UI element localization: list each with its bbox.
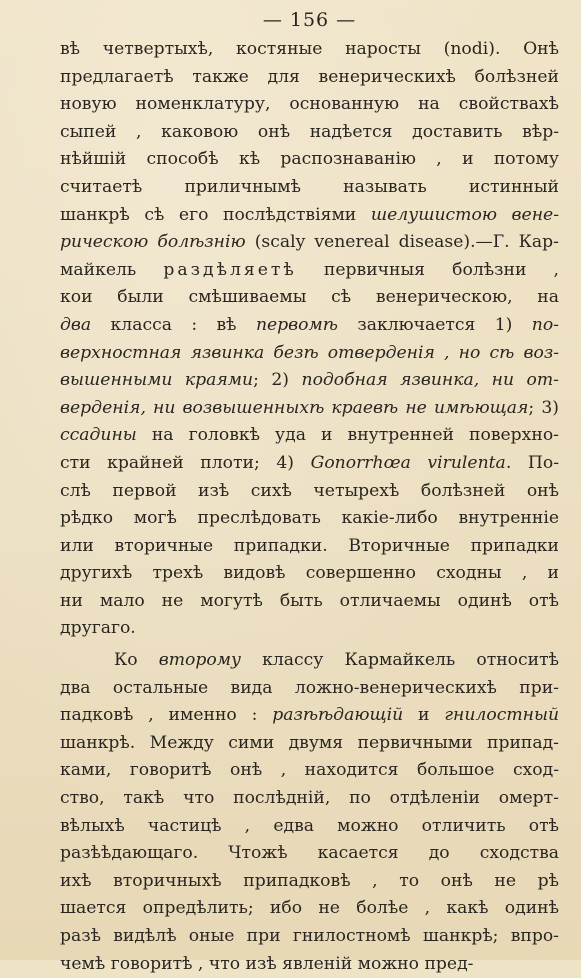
text-segment: сти крайней плоти; 4) <box>60 452 311 473</box>
text-segment: ; 3) <box>528 397 559 418</box>
body-text <box>60 36 559 978</box>
text-segment: ихѣ вторичныхѣ припадковѣ , то онѣ не рѣ <box>60 870 559 891</box>
text-line <box>60 533 559 561</box>
text-line <box>60 257 559 285</box>
text-line <box>60 229 559 257</box>
text-line <box>60 174 559 202</box>
text-segment: шанкрѣ. Между сими двумя первичными припад- <box>60 732 559 753</box>
text-line <box>60 64 559 92</box>
text-line <box>60 340 559 368</box>
text-line <box>60 647 559 675</box>
italic-text: два <box>60 314 92 335</box>
text-segment: . По- <box>505 452 559 473</box>
text-segment: или вторичные припадки. Вторичные припадки <box>60 535 559 556</box>
text-segment: нѣйшій способѣ кѣ распознаванію , и потому <box>60 149 559 170</box>
text-segment: и <box>403 705 445 726</box>
text-segment: на головкѣ уда и внутренней поверхно- <box>136 425 559 446</box>
text-segment: вѣлыхѣ частицѣ , едва можно отличить отѣ <box>60 815 559 836</box>
text-line <box>60 757 559 785</box>
text-line <box>60 560 559 588</box>
text-line <box>60 868 559 896</box>
italic-text: разѣѣдающій <box>272 705 404 726</box>
text-segment: новую номенклатуру, основанную на свойствахѣ <box>60 94 559 115</box>
text-segment: шается опредѣлить; ибо не болѣе , какѣ одинѣ <box>60 898 559 919</box>
text-segment: шанкрѣ сѣ его послѣдствіями <box>60 204 371 225</box>
page-number: — 156 — <box>262 9 357 31</box>
italic-text: по- <box>531 314 559 335</box>
text-segment: первичныя болѣзни , <box>296 259 559 280</box>
italic-text: второму <box>158 650 241 671</box>
text-line <box>60 146 559 174</box>
text-line <box>60 505 559 533</box>
italic-text: Gonorrhœa virulenta <box>310 452 506 473</box>
text-line <box>60 312 559 340</box>
italic-text: вышенными краями <box>60 370 254 391</box>
italic-text: шелушистою вене- <box>370 204 559 225</box>
text-segment: ни мало не могутѣ быть отличаемы одинѣ отѣ <box>60 590 559 611</box>
text-segment: ство, такѣ что послѣдній, по отдѣленіи омерт- <box>60 788 559 809</box>
italic-text: гнилостный <box>444 705 559 726</box>
text-segment: ; 2) <box>253 370 302 391</box>
text-segment: вѣ четвертыхѣ, костяные наросты (nodi). Онѣ <box>60 39 559 59</box>
text-segment: ками, говоритѣ онѣ , находится большое сход- <box>60 760 559 781</box>
text-segment: заключается 1) <box>337 314 532 335</box>
text-segment: класса : вѣ <box>91 314 256 335</box>
spaced-text: раздѣляетѣ <box>163 259 297 280</box>
paragraph <box>60 36 559 643</box>
text-line <box>60 730 559 758</box>
text-line <box>60 450 559 478</box>
text-segment: падковѣ , именно : <box>60 705 273 726</box>
text-segment: Ко <box>114 650 159 671</box>
italic-text: первомѣ <box>255 314 338 335</box>
italic-text: рическою болѣзнію <box>60 232 246 253</box>
italic-text: ссадины <box>60 425 137 446</box>
text-segment: два остальные вида ложно-венерическихѣ при- <box>60 677 559 698</box>
text-segment: рѣдко могѣ преслѣдовать какіе-либо внутренніе <box>60 508 559 529</box>
italic-text: верденія, ни возвышенныхѣ краевѣ не имѣющая <box>60 397 529 418</box>
text-segment: слѣ первой изѣ сихѣ четырехѣ болѣзней онѣ <box>60 480 559 501</box>
text-line <box>60 367 559 395</box>
text-line <box>60 840 559 868</box>
italic-text: верхностная язвинка безѣ отверденія , но сѣ воз- <box>60 342 559 363</box>
text-segment: предлагаетѣ также для венерическихѣ болѣзней <box>60 66 559 87</box>
text-line <box>60 702 559 730</box>
text-line <box>60 588 559 616</box>
text-line <box>60 284 559 312</box>
text-segment: сыпей , каковою онѣ надѣется доставить вѣр- <box>60 121 559 142</box>
text-line <box>60 785 559 813</box>
text-line <box>60 91 559 119</box>
paragraph <box>60 647 559 978</box>
text-segment: кои были смѣшиваемы сѣ венерическою, на <box>60 287 559 308</box>
text-segment: чемѣ говоритѣ , что изѣ явленій можно пред- <box>60 953 474 974</box>
text-line <box>60 478 559 506</box>
text-line <box>60 36 559 64</box>
text-segment: другихѣ трехѣ видовѣ совершенно сходны , и <box>60 563 559 584</box>
text-segment: разѣѣдающаго. Чтожѣ касается до сходства <box>60 843 559 864</box>
text-line <box>60 675 559 703</box>
text-line <box>60 422 559 450</box>
text-segment: (scaly venereal disease).—Г. Кар- <box>245 232 559 253</box>
italic-text: подобная язвинка, ни от- <box>301 370 559 391</box>
text-line <box>60 923 559 951</box>
text-segment: разѣ видѣлѣ оные при гнилостномѣ шанкрѣ; впро- <box>60 926 559 946</box>
text-line <box>60 951 559 978</box>
text-line <box>60 119 559 147</box>
text-line <box>60 202 559 230</box>
text-line <box>60 615 559 643</box>
text-line <box>60 895 559 923</box>
text-line <box>60 395 559 423</box>
text-segment: классу Кармайкель относитѣ <box>240 650 559 671</box>
text-segment: считаетѣ приличнымѣ называть истинный <box>60 176 559 197</box>
text-segment: другаго. <box>60 618 136 639</box>
text-segment: майкель <box>60 259 164 280</box>
text-line <box>60 813 559 841</box>
